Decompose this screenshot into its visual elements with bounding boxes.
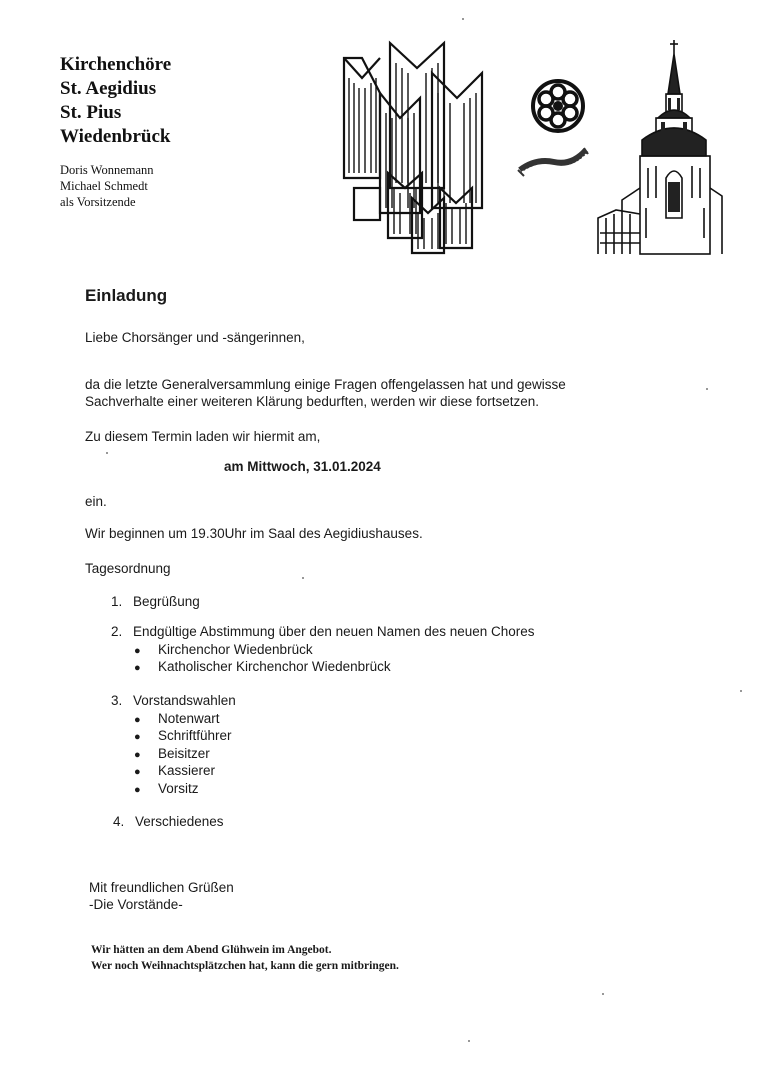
- invitation-line: Zu diesem Termin laden wir hiermit am,: [85, 429, 321, 444]
- paragraph-line: Sachverhalte einer weiteren Klärung bedurften, werden wir diese fortsetzen.: [85, 394, 540, 409]
- bullet-icon: ●: [134, 766, 141, 778]
- agenda-number: 2.: [111, 624, 123, 639]
- agenda-subitem: ● Kassierer: [134, 762, 215, 782]
- letter-title: Einladung: [85, 286, 168, 305]
- footnote: [91, 942, 399, 974]
- rosette-icon: [530, 78, 586, 134]
- agenda-label: Verschiedenes: [135, 814, 224, 829]
- agenda-number: 1.: [111, 594, 123, 609]
- bullet-icon: ●: [134, 784, 141, 796]
- agenda-subitem: ● Vorsitz: [134, 780, 199, 800]
- bullet-icon: ●: [134, 731, 141, 743]
- scan-speck: [302, 577, 304, 579]
- agenda-item: [111, 692, 236, 709]
- start-time-line: Wir beginnen um 19.30Uhr im Saal des Aegidiushauses.: [85, 526, 423, 541]
- closing: [89, 879, 234, 913]
- agenda-subitem: ● Notenwart: [134, 710, 220, 730]
- agenda-item: [111, 593, 200, 610]
- org-line: Kirchenchöre: [60, 54, 172, 75]
- note-line: Wer noch Weihnachtsplätzchen hat, kann die gern mitbringen.: [91, 960, 399, 972]
- bullet-icon: ●: [134, 662, 141, 674]
- meeting-date: am Mittwoch, 31.01.2024: [224, 459, 381, 474]
- closing-line: Mit freundlichen Grüßen: [89, 880, 234, 895]
- leader-line: Doris Wonnemann: [60, 163, 154, 177]
- organ-pipes-icon: [340, 38, 488, 260]
- bullet-icon: ●: [134, 749, 141, 761]
- organization-name: [60, 53, 171, 149]
- agenda-subitem: ● Kirchenchor Wiedenbrück: [134, 641, 313, 661]
- scan-speck: [106, 452, 108, 454]
- note-line: Wir hätten an dem Abend Glühwein im Angebot.: [91, 944, 332, 956]
- banner-scroll-icon: [516, 140, 590, 178]
- agenda-label: Endgültige Abstimmung über den neuen Namen des neuen Chores: [133, 624, 535, 639]
- signature-line: -Die Vorstände-: [89, 897, 183, 912]
- agenda-subitem: ● Beisitzer: [134, 745, 210, 765]
- scan-speck: [740, 690, 742, 692]
- bullet-icon: ●: [134, 714, 141, 726]
- agenda-label: Vorstandswahlen: [133, 693, 236, 708]
- org-line: St. Aegidius: [60, 78, 157, 99]
- scan-speck: [462, 18, 464, 20]
- org-line: St. Pius: [60, 102, 122, 123]
- agenda-item: [113, 813, 224, 830]
- leader-line: als Vorsitzende: [60, 195, 136, 209]
- org-line: Wiedenbrück: [60, 126, 171, 147]
- agenda-title: Tagesordnung: [85, 561, 171, 576]
- agenda-number: 3.: [111, 693, 123, 708]
- paragraph-line: da die letzte Generalversammlung einige Fragen offengelassen hat und gewisse: [85, 377, 566, 392]
- scan-speck: [706, 388, 708, 390]
- leader-line: Michael Schmedt: [60, 179, 148, 193]
- bullet-icon: ●: [134, 645, 141, 657]
- scan-speck: [602, 993, 604, 995]
- agenda-subitem: ● Katholischer Kirchenchor Wiedenbrück: [134, 658, 391, 678]
- agenda-number: 4.: [113, 814, 125, 829]
- agenda-subitem: ● Schriftführer: [134, 727, 232, 747]
- ein-line: ein.: [85, 494, 107, 509]
- chair-persons: [60, 162, 154, 210]
- agenda-item: [111, 623, 535, 640]
- church-tower-icon: [596, 38, 724, 256]
- scan-speck: [468, 1040, 470, 1042]
- agenda-label: Begrüßung: [133, 594, 200, 609]
- salutation: Liebe Chorsänger und -sängerinnen,: [85, 330, 305, 345]
